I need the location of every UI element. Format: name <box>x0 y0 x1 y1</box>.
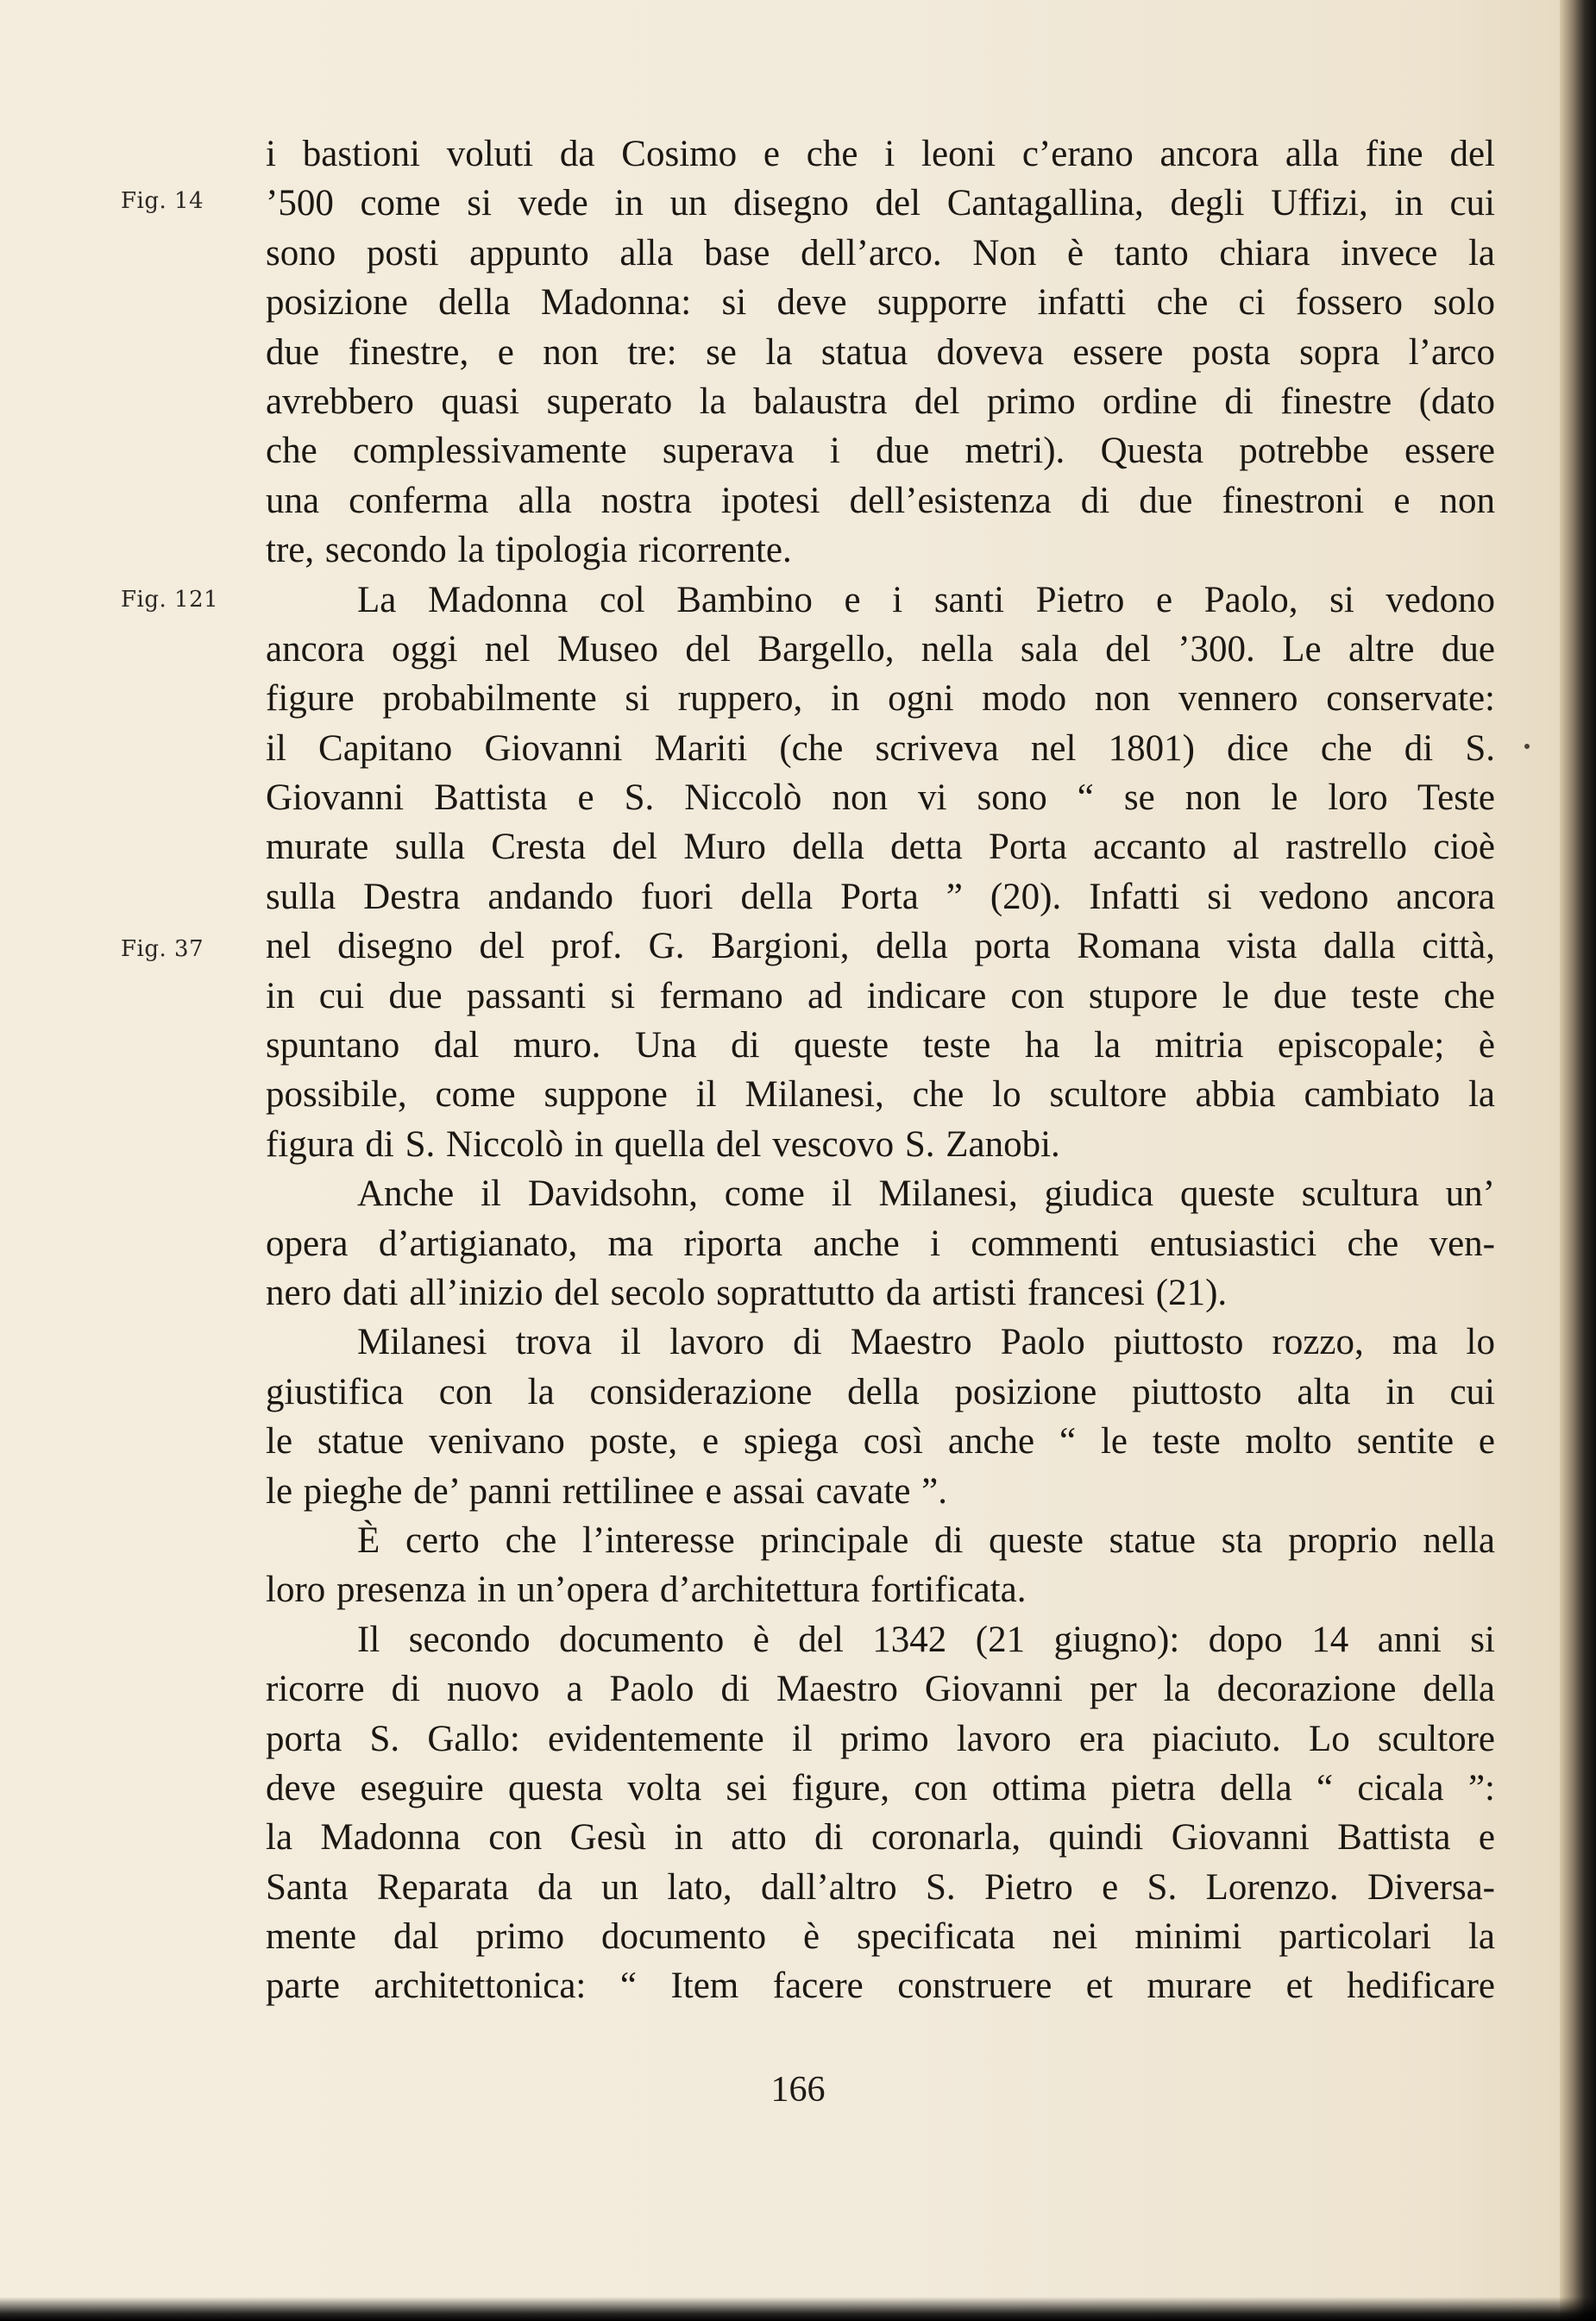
text-line: figura di S. Niccolò in quella del vescovo S. Zanobi. <box>266 1123 1060 1165</box>
text-line: una conferma alla nostra ipotesi dell’esistenza di due finestroni e non <box>266 480 1495 521</box>
text-line: figure probabilmente si ruppero, in ogni modo non vennero conservate: <box>266 678 1495 720</box>
text-line: in cui due passanti si fermano ad indicare con stupore le due teste che <box>266 975 1495 1016</box>
text-line: ricorre di nuovo a Paolo di Maestro Giovanni per la decorazione della <box>266 1669 1495 1710</box>
text-line: Il secondo documento è del 1342 (21 giugno): dopo 14 anni si <box>357 1619 1495 1660</box>
text-line: il Capitano Giovanni Mariti (che scriveva nel 1801) dice che di S. <box>266 727 1495 769</box>
page-bottom-shadow <box>0 2297 1596 2321</box>
text-line: i bastioni voluti da Cosimo e che i leoni c’erano ancora alla fine del <box>266 134 1495 174</box>
margin-note-fig-37: Fig. 37 <box>121 936 204 962</box>
text-line: murate sulla Cresta del Muro della detta Porta accanto al rastrello cioè <box>266 827 1495 868</box>
text-line: deve eseguire questa volta sei figure, con ottima pietra della “ cicala ”: <box>266 1767 1495 1808</box>
text-line: avrebbero quasi superato la balaustra del primo ordine di finestre (dato <box>266 381 1495 422</box>
text-line: È certo che l’interesse principale di queste statue sta proprio nella <box>357 1519 1495 1561</box>
text-line: Anche il Davidsohn, come il Milanesi, giudica queste scultura un’ <box>357 1173 1495 1215</box>
text-line: tre, secondo la tipologia ricorrente. <box>266 530 792 571</box>
text-line: possibile, come suppone il Milanesi, che lo scultore abbia cambiato la <box>266 1074 1495 1116</box>
text-line: ’500 come si vede in un disegno del Cantagallina, degli Uffizi, in cui <box>266 183 1495 224</box>
text-line: La Madonna col Bambino e i santi Pietro e Paolo, si vedono <box>357 579 1495 620</box>
text-line: parte architettonica: “ Item facere construere et murare et hedificare <box>266 1966 1495 2007</box>
text-line: nel disegno del prof. G. Bargioni, della porta Romana vista dalla città, <box>266 926 1495 967</box>
text-line: giustifica con la considerazione della posizione piuttosto alta in cui <box>266 1371 1495 1412</box>
ink-speck <box>1524 744 1530 749</box>
text-line: nero dati all’inizio del secolo soprattutto da artisti francesi (21). <box>266 1272 1228 1313</box>
text-line: mente dal primo documento è specificata nei minimi particolari la <box>266 1916 1495 1958</box>
margin-note-fig-121: Fig. 121 <box>121 587 219 613</box>
book-spine-edge <box>1560 0 1596 2321</box>
text-line: Giovanni Battista e S. Niccolò non vi sono “ se non le loro Teste <box>266 777 1495 819</box>
text-line: Santa Reparata da un lato, dall’altro S. Pietro e S. Lorenzo. Diversa- <box>266 1866 1495 1908</box>
text-line: Milanesi trova il lavoro di Maestro Paolo piuttosto rozzo, ma lo <box>357 1322 1495 1363</box>
text-line: spuntano dal muro. Una di queste teste ha la mitria episcopale; è <box>266 1025 1495 1066</box>
text-line: che complessivamente superava i due metri). Questa potrebbe essere <box>266 431 1495 472</box>
text-line: porta S. Gallo: evidentemente il primo lavoro era piaciuto. Lo scultore <box>266 1718 1495 1759</box>
text-line: sulla Destra andando fuori della Porta ” (20). Infatti si vedono ancora <box>266 876 1495 917</box>
page-number: 166 <box>770 2070 826 2110</box>
text-line: le statue venivano poste, e spiega così anche “ le teste molto sentite e <box>266 1421 1495 1462</box>
text-line: ancora oggi nel Museo del Bargello, nella sala del ’300. Le altre due <box>266 628 1495 670</box>
text-line: le pieghe de’ panni rettilinee e assai cavate ”. <box>266 1470 947 1512</box>
text-line: due finestre, e non tre: se la statua doveva essere posta sopra l’arco <box>266 331 1495 373</box>
text-line: opera d’artigianato, ma riporta anche i commenti entusiastici che ven- <box>266 1223 1495 1264</box>
text-line: sono posti appunto alla base dell’arco. Non è tanto chiara invece la <box>266 232 1495 274</box>
text-line: posizione della Madonna: si deve supporre infatti che ci fossero solo <box>266 282 1495 324</box>
text-line: loro presenza in un’opera d’architettura fortificata. <box>266 1569 1027 1611</box>
body-text <box>266 129 1495 2011</box>
margin-note-fig-14: Fig. 14 <box>121 188 204 214</box>
text-line: la Madonna con Gesù in atto di coronarla, quindi Giovanni Battista e <box>266 1817 1495 1859</box>
